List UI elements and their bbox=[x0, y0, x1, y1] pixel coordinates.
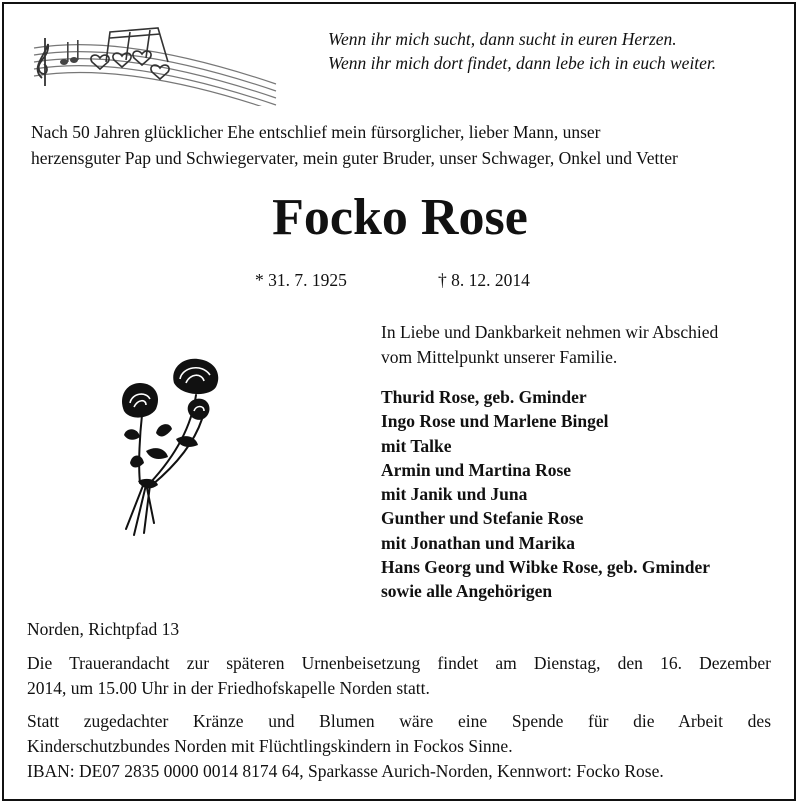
service-info bbox=[27, 651, 771, 701]
mourner-line: Ingo Rose und Marlene Bingel bbox=[381, 411, 609, 432]
mourner-line: mit Talke bbox=[381, 435, 452, 456]
mourner-line: mit Jonathan und Marika bbox=[381, 532, 575, 553]
motto-line-2: Wenn ihr mich dort findet, dann lebe ich in euch weiter. bbox=[328, 53, 717, 73]
death-date: † 8. 12. 2014 bbox=[438, 270, 530, 290]
motto-quote bbox=[328, 27, 716, 75]
address: Norden, Richtpfad 13 bbox=[27, 619, 180, 639]
donation-line-1: Statt zugedachter Kränze und Blumen wäre eine Spende für die Arbeit des bbox=[27, 711, 771, 731]
mourner-line: Armin und Martina Rose bbox=[381, 459, 572, 480]
donation-line-2: Kinderschutzbundes Norden mit Flüchtlingskindern in Fockos Sinne. bbox=[27, 736, 513, 756]
roses-bouquet-icon bbox=[116, 353, 228, 545]
farewell-text bbox=[381, 320, 718, 370]
farewell-line-2: vom Mittelpunkt unserer Familie. bbox=[381, 347, 618, 367]
music-notes-hearts-icon bbox=[26, 24, 288, 106]
mourner-line: Thurid Rose, geb. Gminder bbox=[381, 387, 587, 407]
intro-line-2: herzensguter Pap und Schwiegervater, mein guter Bruder, unser Schwager, Onkel und Vetter bbox=[31, 148, 678, 168]
mourner-line: mit Janik und Juna bbox=[381, 484, 528, 505]
farewell-line-1: In Liebe und Dankbarkeit nehmen wir Abschied bbox=[381, 322, 719, 342]
deceased-name: Focko Rose bbox=[272, 189, 528, 246]
donation-info bbox=[27, 709, 771, 784]
service-line-1: Die Trauerandacht zur späteren Urnenbeisetzung findet am Dienstag, den 16. Dezember bbox=[27, 653, 771, 673]
mourner-line: sowie alle Angehörigen bbox=[381, 581, 553, 602]
intro-text bbox=[31, 119, 678, 171]
intro-line-1: Nach 50 Jahren glücklicher Ehe entschlief mein fürsorglicher, lieber Mann, unser bbox=[31, 122, 601, 142]
mourner-line: Hans Georg und Wibke Rose, geb. Gminder bbox=[381, 557, 710, 578]
donation-line-3: IBAN: DE07 2835 0000 0014 8174 64, Sparkasse Aurich-Norden, Kennwort: Focko Rose. bbox=[27, 761, 664, 781]
service-line-2: 2014, um 15.00 Uhr in der Friedhofskapelle Norden statt. bbox=[27, 678, 430, 698]
motto-line-1: Wenn ihr mich sucht, dann sucht in euren Herzen. bbox=[328, 29, 677, 49]
birth-date: * 31. 7. 1925 bbox=[255, 270, 347, 290]
mourners-list bbox=[381, 385, 710, 604]
mourner-line: Gunther und Stefanie Rose bbox=[381, 508, 584, 529]
